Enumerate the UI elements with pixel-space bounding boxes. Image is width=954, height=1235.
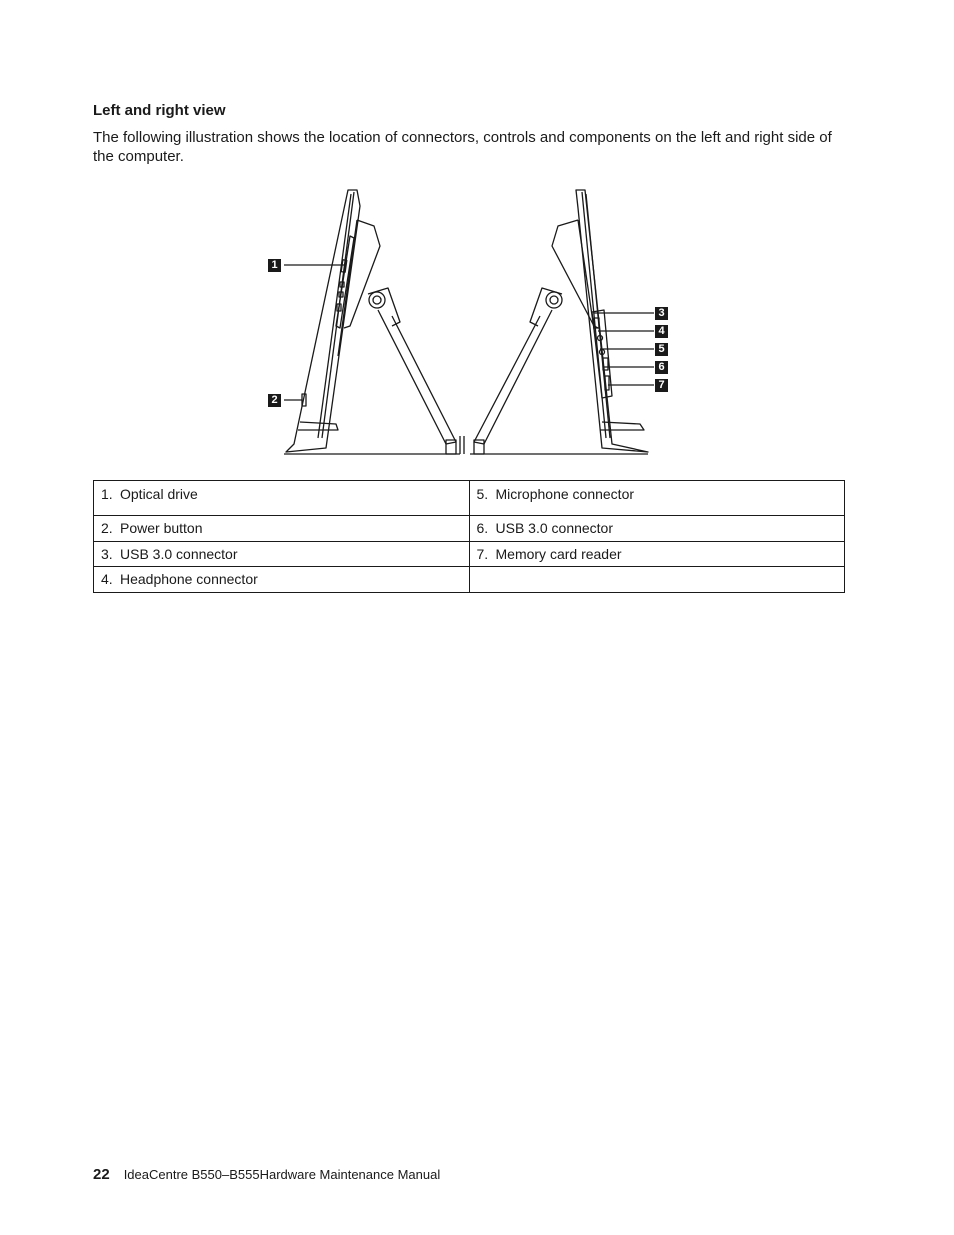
page-number: 22: [93, 1166, 110, 1183]
parts-legend-table: [93, 480, 845, 593]
page-footer: [93, 1166, 440, 1183]
table-cell: 7. Memory card reader: [469, 542, 845, 567]
table-cell: 1. Optical drive: [94, 481, 470, 516]
callout-2: 2: [268, 394, 281, 407]
table-row: [94, 567, 845, 593]
table-row: [94, 516, 845, 542]
callout-6: 6: [655, 361, 668, 374]
table-cell: 6. USB 3.0 connector: [469, 516, 845, 542]
table-cell: 2. Power button: [94, 516, 470, 542]
intro-paragraph: The following illustration shows the location of connectors, controls and components on the left and right side of the computer.: [93, 129, 832, 165]
callout-7: 7: [655, 379, 668, 392]
callout-4: 4: [655, 325, 668, 338]
callout-3: 3: [655, 307, 668, 320]
computer-side-views: [260, 186, 680, 458]
table-cell: 5. Microphone connector: [469, 481, 845, 516]
table-cell: 3. USB 3.0 connector: [94, 542, 470, 567]
table-cell: [469, 567, 845, 593]
callout-1: 1: [268, 259, 281, 272]
left-right-view-illustration: [260, 186, 680, 458]
table-row: [94, 542, 845, 567]
table-row: [94, 481, 845, 516]
callout-5: 5: [655, 343, 668, 356]
left-side-view: [284, 190, 460, 454]
table-cell: 4. Headphone connector: [94, 567, 470, 593]
right-side-view: [464, 190, 648, 454]
section-heading: Left and right view: [93, 102, 226, 119]
manual-title: IdeaCentre B550–B555Hardware Maintenance Manual: [123, 1167, 441, 1182]
